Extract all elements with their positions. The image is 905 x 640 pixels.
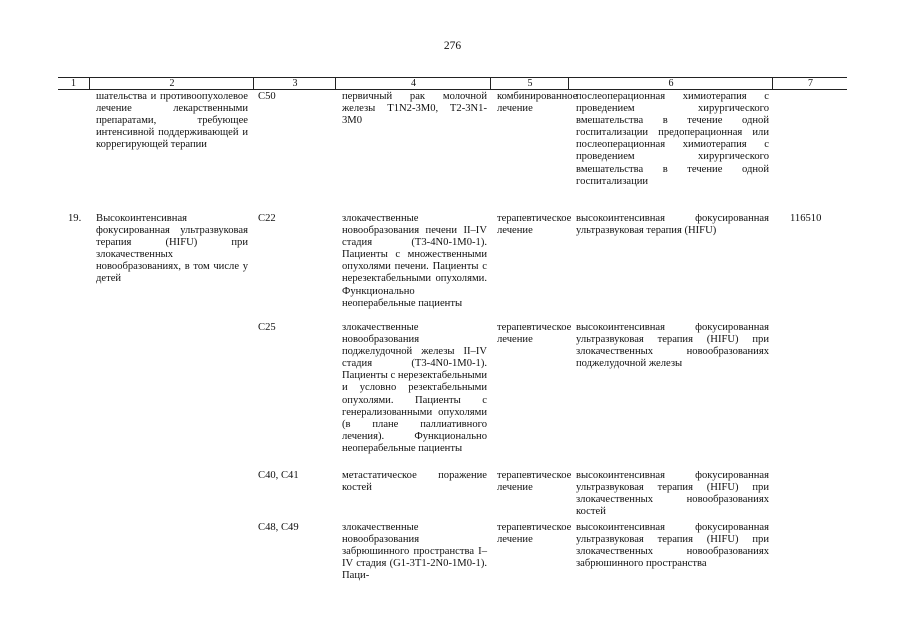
row-1-block-0-treatment: терапевтическое лечение	[497, 213, 572, 237]
row-0-block-0-code: C50	[258, 91, 276, 102]
row-1-name: Высокоинтенсивная фокусированная ультразвуковая терапия (HIFU) при злокачественных новообразованиях, в том числе у детей	[96, 213, 248, 285]
row-1-block-1-model: злокачественные новообразования поджелудочной железы II–IV стадия (T3-4N0-1M0-1). Пациенты с нерезектабельными и условно резектабельными опухолями. Пациенты с генерализованными опухолями (в плане паллиативного лечения). Функционально неоперабельные пациенты	[342, 322, 487, 454]
header-cell-3: 3	[253, 78, 336, 89]
row-1-block-3-treatment: терапевтическое лечение	[497, 522, 572, 546]
row-1-block-3-model: злокачественные новообразования забрюшинного пространства I–IV стадия (G1-3T1-2N0-1M0-1). Паци-	[342, 522, 487, 582]
row-1-block-2-code: C40, C41	[258, 470, 299, 481]
row-1-block-0-method: высокоинтенсивная фокусированная ультразвуковая терапия (HIFU)	[576, 213, 769, 237]
page-number: 276	[443, 40, 462, 52]
header-cell-4: 4	[335, 78, 491, 89]
row-1-block-3-method: высокоинтенсивная фокусированная ультразвуковая терапия (HIFU) при злокачественных новообразованиях забрюшинного пространства	[576, 522, 769, 570]
row-0-block-0-treatment: комбинированное лечение	[497, 91, 578, 115]
header-cell-6: 6	[568, 78, 773, 89]
row-1-block-1-method: высокоинтенсивная фокусированная ультразвуковая терапия (HIFU) при злокачественных новообразованиях поджелудочной железы	[576, 322, 769, 370]
header-cell-2: 2	[89, 78, 254, 89]
row-1-block-0-code: C22	[258, 213, 276, 224]
row-1-cost: 116510	[790, 213, 822, 224]
header-cell-1: 1	[71, 78, 76, 89]
header-cell-7: 7	[772, 78, 848, 89]
row-1-block-2-method: высокоинтенсивная фокусированная ультразвуковая терапия (HIFU) при злокачественных новообразованиях костей	[576, 470, 769, 518]
row-0-block-0-method: послеоперационная химиотерапия с проведением хирургического вмешательства в течение одной госпитализации предоперационная или послеоперационная химиотерапия с проведением хирургического вмешательства в течение одной госпитализации	[576, 91, 769, 187]
row-1-block-1-treatment: терапевтическое лечение	[497, 322, 572, 346]
row-1-block-2-treatment: терапевтическое лечение	[497, 470, 572, 494]
row-1-number: 19.	[68, 213, 82, 224]
row-1-block-0-model: злокачественные новообразования печени II–IV стадия (T3-4N0-1M0-1). Пациенты с множественными опухолями печени. Пациенты с нерезектабельными опухолями. Функционально неоперабельные пациенты	[342, 213, 487, 309]
row-0-block-0-model: первичный рак молочной железы T1N2-3M0, T2-3N1-3M0	[342, 91, 487, 127]
row-1-block-2-model: метастатическое поражение костей	[342, 470, 487, 494]
table-header-row	[58, 77, 847, 90]
header-cell-5: 5	[490, 78, 569, 89]
row-1-block-1-code: C25	[258, 322, 276, 333]
row-1-block-3-code: C48, C49	[258, 522, 299, 533]
row-0-name: шательства и противоопухолевое лечение лекарственными препаратами, требующее интенсивной поддерживающей и коррегирующей терапии	[96, 91, 248, 151]
